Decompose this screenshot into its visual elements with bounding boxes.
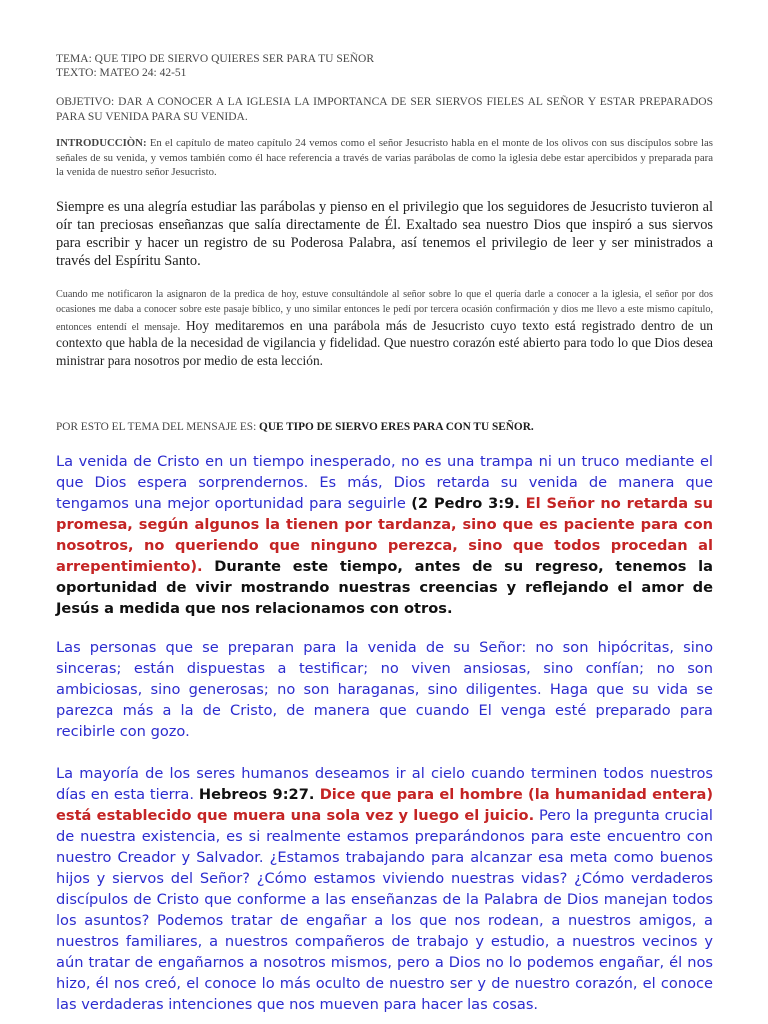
venida-blue-text: La venida de Cristo en un tiempo inesperado, no es una trampa ni un truco mediante el que Dios espera sorprendernos. Es más, Dios retarda su venida de manera que tengamos una mejor oportunidad para seguirle <box>56 453 713 513</box>
document-page <box>56 52 713 1015</box>
mayoria-red-text: Dice que para el hombre (la humanidad entera) está establecido que muera una sola vez y luego el juicio. <box>56 786 713 825</box>
venida-paragraph <box>56 451 713 619</box>
venida-red-text: El Señor no retarda su promesa, según algunos la tienen por tardanza, sino que es paciente para con nosotros, no queriendo que ninguno perezca, sino que todos procedan al arrepentimiento). <box>56 495 713 576</box>
mayoria-blue-text-1: La mayoría de los seres humanos deseamos ir al cielo cuando terminen todos nuestros días en esta tierra. <box>56 765 713 804</box>
mayoria-reference: Hebreos 9:27. <box>198 786 315 804</box>
texto-line: TEXTO: MATEO 24: 42-51 <box>56 67 187 79</box>
tema-mensaje-prefix: POR ESTO EL TEMA DEL MENSAJE ES: <box>56 421 260 434</box>
mayoria-blue-text-2: Pero la pregunta crucial de nuestra existencia, es si realmente estamos preparándonos para este encuentro con nuestro Creador y Salvador. ¿Estamos trabajando para alcanzar esa meta como buenos hijos y siervos del Señor? ¿Cómo estamos viviendo nuestras vidas? ¿Cómo verdaderos discípulos de Cristo que conforme a las enseñanzas de la Palabra de Dios manejan todos los asuntos? Podemos tratar de engañar a los que nos rodean, a nuestros amigos, a nuestros familiares, a nuestros compañeros de trabajo y estudio, a nuestros vecinos y aún tratar de engañarnos a nosotros mismos, pero a Dios no lo podemos engañar, él nos hizo, él nos creó, el conoce lo más oculto de nuestro ser y de nuestro corazón, el conoce las verdaderas intenciones que nos mueven para hacer las cosas. <box>56 807 713 1014</box>
predica-paragraph <box>56 287 713 371</box>
personas-paragraph: Las personas que se preparan para la venida de su Señor: no son hipócritas, sino sinceras; están dispuestas a testificar; no viven ansiosas, sino confían; no son ambiciosas, sino generosas; no son haraganas, sino diligentes. Haga que su vida se parezca más a la de Cristo, de manera que cuando El venga esté preparado para recibirle con gozo. <box>56 639 713 741</box>
tema-line: TEMA: QUE TIPO DE SIERVO QUIERES SER PARA TU SEÑOR <box>56 53 375 65</box>
mayoria-paragraph <box>56 763 713 1015</box>
introduccion-paragraph <box>56 136 713 180</box>
alegria-paragraph: Siempre es una alegría estudiar las parábolas y pienso en el privilegio que los seguidores de Jesucristo tuvieron al oír tan preciosas enseñanzas que salía directamente de Él. Exaltado sea nuestro Dios que inspiró a sus siervos para escribir y hacer un registro de su Poderosa Palabra, así tenemos el privilegio de leer y ser ministrados a través del Espíritu Santo. <box>56 198 713 269</box>
introduccion-label: INTRODUCCIÒN: <box>56 137 147 149</box>
tema-mensaje-title: QUE TIPO DE SIERVO ERES PARA CON TU SEÑOR. <box>259 421 534 434</box>
predica-large-text: Hoy meditaremos en una parábola más de Jesucristo cuyo texto está registrado dentro de un contexto que habla de la necesidad de vigilancia y fidelidad. Que nuestro corazón esté abierto para todo lo que Dios desea ministrar para nosotros por medio de esta lección. <box>56 317 714 368</box>
venida-reference: (2 Pedro 3:9. <box>411 495 520 513</box>
objetivo-paragraph: OBJETIVO: DAR A CONOCER A LA IGLESIA LA IMPORTANCA DE SER SIERVOS FIELES AL SEÑOR Y ESTAR PREPARADOS PARA SU VENIDA PARA SU VENIDA. <box>56 96 713 123</box>
introduccion-text: En el capítulo de mateo capítulo 24 vemos como el señor Jesucristo habla en el monte de los olivos con sus discípulos sobre las señales de su venida, y vemos también como él hace referencia a través de varias parábolas de como la iglesia debe estar apercibidos y preparada para la venida de nuestro señor Jesucristo. <box>56 137 713 178</box>
venida-black-text: Durante este tiempo, antes de su regreso, tenemos la oportunidad de vivir mostrando nuestras creencias y reflejando el amor de Jesús a medida que nos relacionamos con otros. <box>56 558 713 618</box>
predica-small-text: Cuando me notificaron la asignaron de la predica de hoy, estuve consultándole al señor sobre lo que el quería darle a conocer a la iglesia, el señor por dos ocasiones me daba a conocer sobre este pasaje bíblico, y uno similar entonces le pedí por tercera ocasión confirmación y dios me llevo a este mismo capítulo, entonces entendí el mensaje. <box>56 288 713 333</box>
tema-mensaje <box>56 420 713 434</box>
